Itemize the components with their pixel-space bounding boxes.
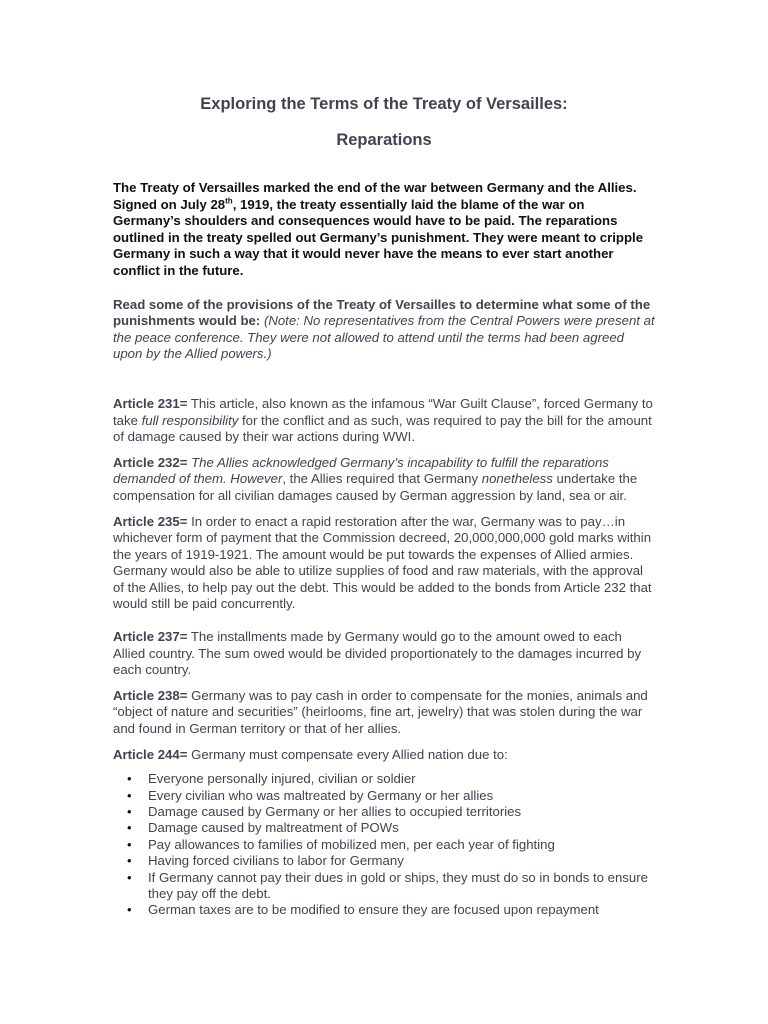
- article-237-text: The installments made by Germany would go to the amount owed to each Allied country. The sum owed would be divided proportionately to the damages incurred by each country.: [113, 629, 642, 678]
- article-238-text: Germany was to pay cash in order to compensate for the monies, animals and “object of nature and securities” (heirlooms, fine art, jewelry) that was stolen during the war and found in German territory or that of her allies.: [113, 687, 648, 737]
- article-237-label: Article 237=: [113, 629, 188, 645]
- document-title: Exploring the Terms of the Treaty of Versailles:: [200, 95, 568, 113]
- list-item-text: German taxes are to be modified to ensure they are focused upon repayment: [148, 902, 599, 918]
- intro-text-part1: The Treaty of Versailles marked the end of the war between Germany and the Allies. Signed on July 28: [113, 180, 637, 212]
- article-237: [113, 629, 655, 679]
- bullet-icon: •: [127, 804, 132, 820]
- intro-text-part2: , 1919, the treaty essentially laid the blame of the war on Germany’s shoulders and consequences would have to be paid. The reparations outlined in the treaty spelled out Germany’s punishment. They were meant to cripple Germany in such a way that it would never have the means to ever start another conflict in the future.: [113, 196, 644, 278]
- article-232: [113, 455, 655, 505]
- article-232-emphasis2: nonetheless: [481, 471, 553, 487]
- instructions-note: (Note: No representatives from the Central Powers were present at the peace conference. They were not allowed to attend until the terms had been agreed upon by the Allied powers.): [113, 313, 655, 362]
- article-232-text1: , the Allies required that Germany: [282, 471, 482, 487]
- document-subtitle: Reparations: [336, 131, 432, 149]
- article-232-text2: undertake the compensation for all civilian damages caused by German aggression by land, sea or air.: [113, 471, 638, 503]
- article-232-emphasis1: The Allies acknowledged Germany’s incapability to fulfill the reparations demanded of them. However: [113, 454, 609, 487]
- list-item: [127, 902, 655, 918]
- instructions-lead: Read some of the provisions of the Treaty of Versailles to determine what some of the punishments would be:: [113, 296, 651, 329]
- article-235: [113, 514, 655, 614]
- article-235-label: Article 235=: [113, 513, 188, 529]
- article-238-label: Article 238=: [113, 687, 188, 703]
- list-item-text: Damage caused by maltreatment of POWs: [148, 820, 399, 836]
- article-231: [113, 396, 655, 446]
- instructions-paragraph: [113, 297, 655, 363]
- list-item: [127, 820, 655, 836]
- list-item-text: Damage caused by Germany or her allies to occupied territories: [148, 804, 522, 820]
- list-item-text: Pay allowances to families of mobilized men, per each year of fighting: [148, 836, 555, 852]
- list-item: [127, 787, 655, 804]
- bullet-icon: •: [127, 853, 132, 869]
- article-238: [113, 688, 655, 738]
- list-item-text: Everyone personally injured, civilian or soldier: [148, 771, 416, 787]
- article-231-label: Article 231=: [113, 395, 188, 411]
- list-item: [127, 771, 655, 787]
- list-item: [127, 853, 655, 869]
- intro-paragraph: [113, 180, 655, 280]
- bullet-icon: •: [127, 771, 132, 787]
- article-244-label: Article 244=: [113, 746, 188, 762]
- bullet-icon: •: [127, 902, 132, 918]
- bullet-icon: •: [127, 869, 132, 885]
- article-231-emphasis: full responsibility: [141, 412, 239, 428]
- list-item-text: If Germany cannot pay their dues in gold or ships, they must do so in bonds to ensure they pay off the debt.: [148, 869, 648, 902]
- article-231-text1: This article, also known as the infamous “War Guilt Clause”, forced Germany to take: [113, 395, 653, 428]
- bullet-icon: •: [127, 787, 132, 803]
- article-232-label: Article 232=: [113, 454, 188, 470]
- bullet-icon: •: [127, 836, 132, 852]
- intro-superscript: th: [225, 196, 233, 206]
- list-item-text: Every civilian who was maltreated by Germany or her allies: [148, 787, 494, 803]
- bullet-icon: •: [127, 820, 132, 836]
- article-231-text2: for the conflict and as such, was required to pay the bill for the amount of damage caused by their war actions during WWI.: [113, 412, 652, 445]
- list-item: [127, 869, 655, 903]
- article-244-text: Germany must compensate every Allied nation due to:: [187, 746, 508, 762]
- list-item: [127, 804, 655, 820]
- article-235-text: In order to enact a rapid restoration after the war, Germany was to pay…in whichever form of payment that the Commission decreed, 20,000,000,000 gold marks within the years of 1919-1921. The amount would be put towards the expenses of Allied armies. Germany would also be able to utilize supplies of food and raw materials, with the approval of the Allies, to help pay out the debt. This would be added to the bonds from Article 232 that would still be paid concurrently.: [113, 513, 652, 612]
- list-item-text: Having forced civilians to labor for Germany: [148, 853, 404, 869]
- article-244: [113, 747, 655, 764]
- list-item: [127, 836, 655, 853]
- article-244-bullet-list: [113, 771, 655, 919]
